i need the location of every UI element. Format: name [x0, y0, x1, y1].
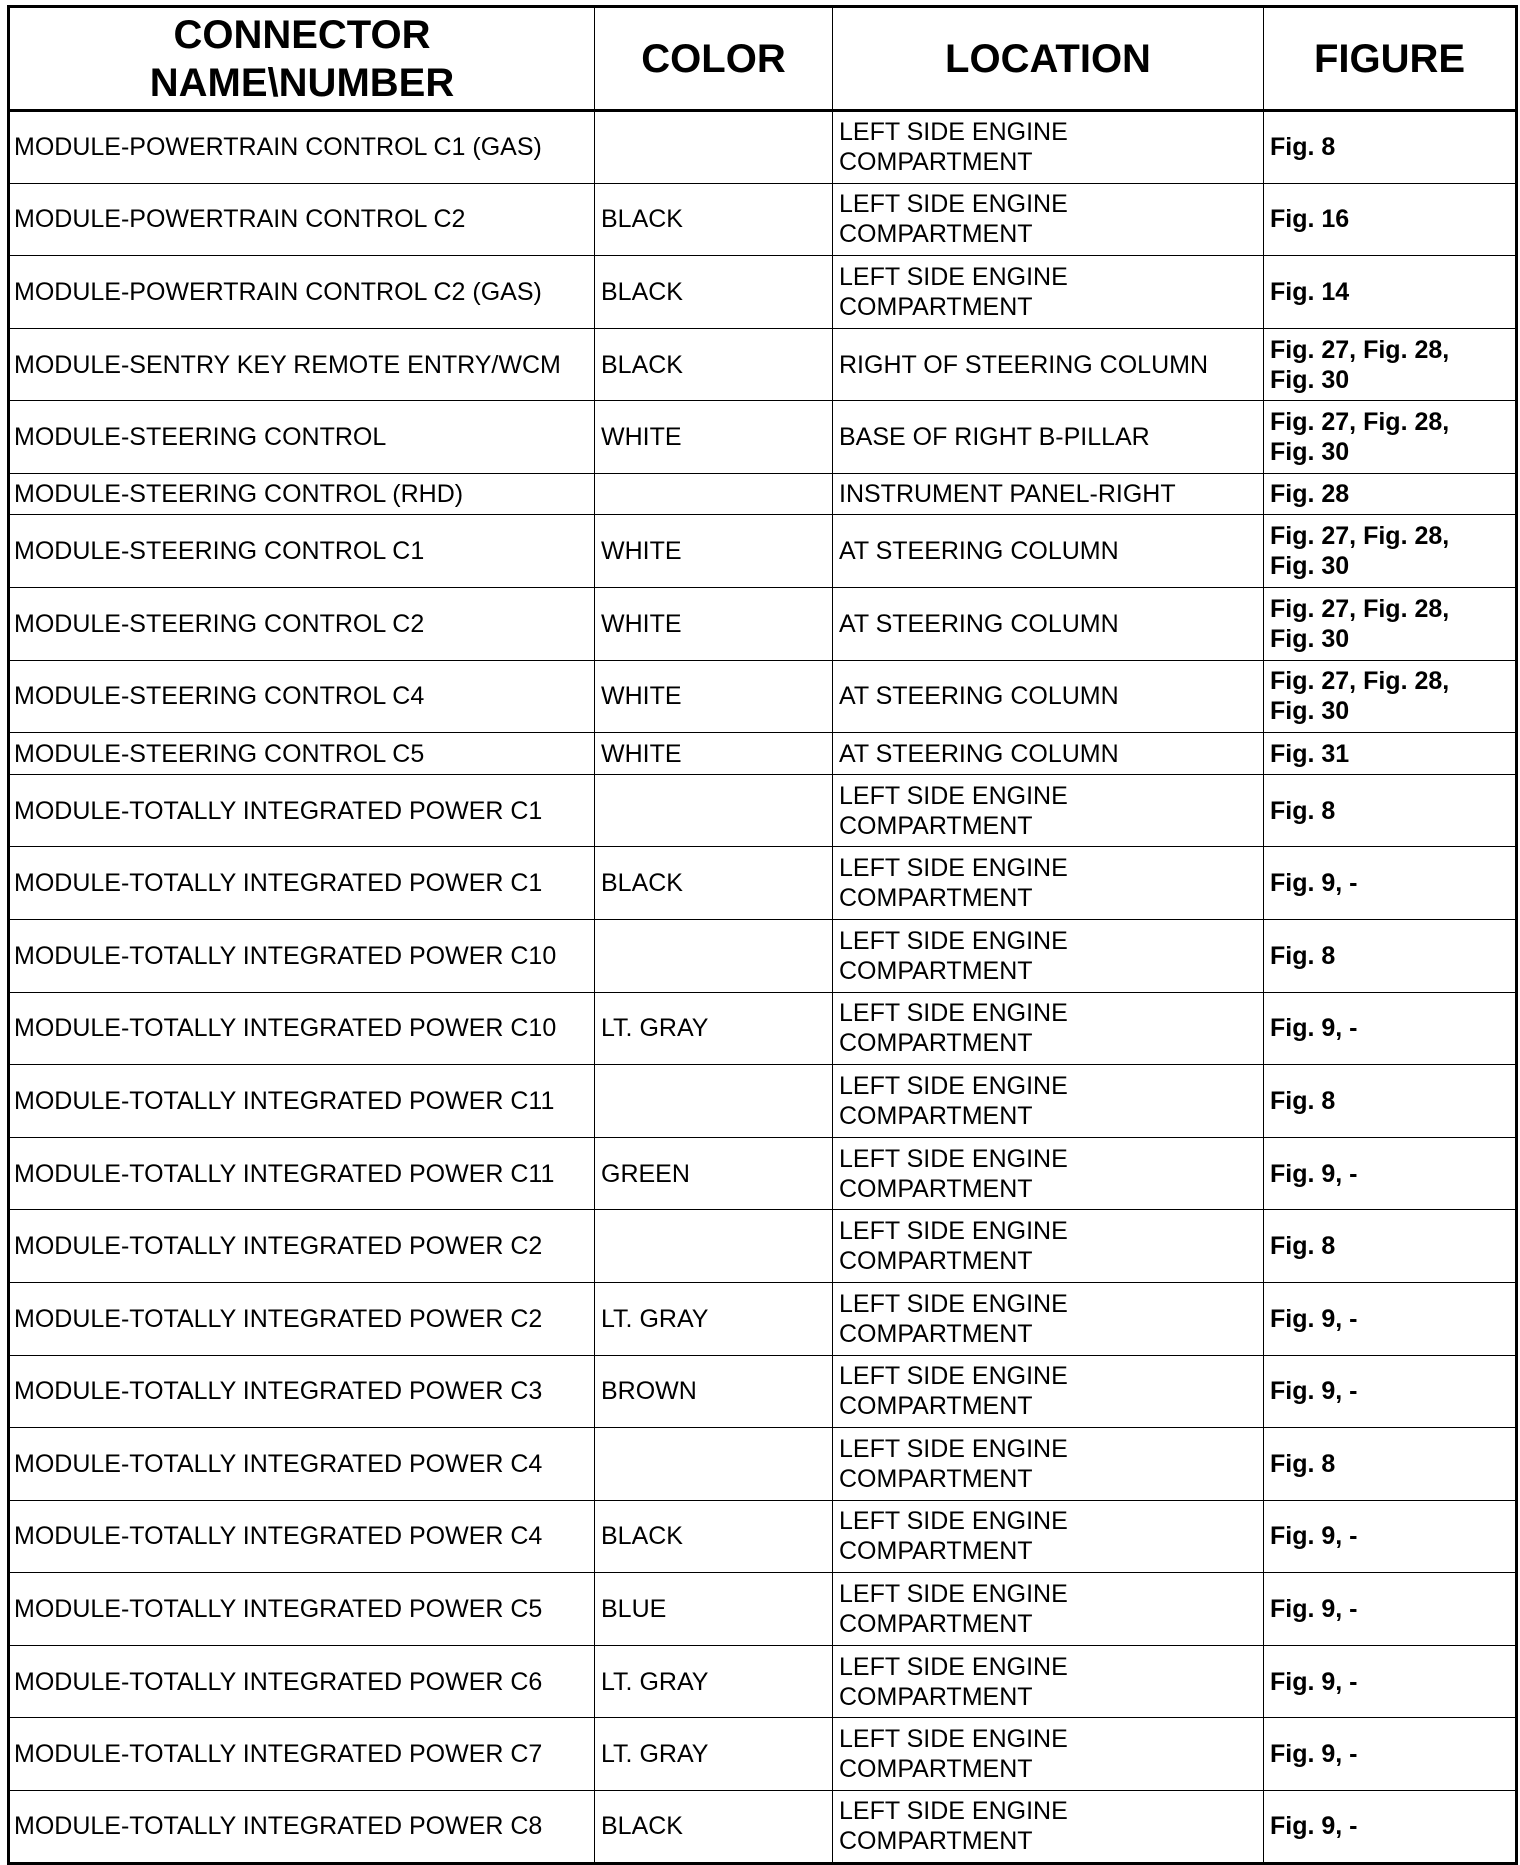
location-cell [833, 733, 1264, 775]
location-line: RIGHT OF STEERING COLUMN [839, 350, 1209, 379]
location-line: LEFT SIDE ENGINE [839, 1434, 1068, 1463]
location-cell [833, 1428, 1264, 1501]
table-row [9, 515, 1517, 588]
connector-name-cell: MODULE-TOTALLY INTEGRATED POWER C11 [9, 1065, 595, 1138]
color-cell [595, 1065, 833, 1138]
location-line: AT STEERING COLUMN [839, 609, 1119, 638]
figure-cell [1264, 660, 1517, 733]
figure-line: Fig. 9, - [1270, 1812, 1358, 1841]
location-line: AT STEERING COLUMN [839, 682, 1119, 711]
table-row [9, 1573, 1517, 1646]
table-row [9, 733, 1517, 775]
location-line: AT STEERING COLUMN [839, 537, 1119, 566]
location-line: LEFT SIDE ENGINE [839, 190, 1068, 219]
color-cell: LT. GRAY [595, 1718, 833, 1791]
color-cell [595, 774, 833, 847]
color-cell: LT. GRAY [595, 992, 833, 1065]
figure-line: Fig. 30 [1270, 438, 1350, 467]
connector-name-cell: MODULE-POWERTRAIN CONTROL C1 (GAS) [9, 111, 595, 184]
location-cell [833, 1791, 1264, 1864]
figure-line: Fig. 30 [1270, 624, 1350, 653]
figure-line: Fig. 8 [1270, 1086, 1336, 1115]
figure-line: Fig. 9, - [1270, 1667, 1358, 1696]
location-line: COMPARTMENT [839, 1610, 1033, 1639]
location-line: BASE OF RIGHT B-PILLAR [839, 423, 1150, 452]
figure-line: Fig. 8 [1270, 796, 1336, 825]
location-line: LEFT SIDE ENGINE [839, 262, 1068, 291]
color-cell [595, 1210, 833, 1283]
connector-name-cell: MODULE-STEERING CONTROL C5 [9, 733, 595, 775]
figure-cell [1264, 1500, 1517, 1573]
color-cell: BLACK [595, 183, 833, 256]
figure-cell [1264, 515, 1517, 588]
location-line: COMPARTMENT [839, 148, 1033, 177]
figure-line: Fig. 8 [1270, 133, 1336, 162]
figure-line: Fig. 9, - [1270, 1740, 1358, 1769]
location-cell [833, 1500, 1264, 1573]
table-row [9, 1282, 1517, 1355]
location-line: COMPARTMENT [839, 1755, 1033, 1784]
location-cell [833, 992, 1264, 1065]
location-cell [833, 401, 1264, 474]
color-cell: BLACK [595, 847, 833, 920]
table-row [9, 1137, 1517, 1210]
figure-line: Fig. 8 [1270, 1232, 1336, 1261]
figure-line: Fig. 27, Fig. 28, [1270, 408, 1450, 437]
table-row [9, 1791, 1517, 1864]
figure-line: Fig. 16 [1270, 205, 1350, 234]
figure-line: Fig. 30 [1270, 697, 1350, 726]
figure-line: Fig. 9, - [1270, 1377, 1358, 1406]
table-row [9, 847, 1517, 920]
table-row [9, 1500, 1517, 1573]
table-row [9, 1355, 1517, 1428]
location-line: LEFT SIDE ENGINE [839, 118, 1068, 147]
location-line: LEFT SIDE ENGINE [839, 1289, 1068, 1318]
location-line: COMPARTMENT [839, 1682, 1033, 1711]
location-cell [833, 588, 1264, 661]
figure-cell [1264, 401, 1517, 474]
figure-line: Fig. 9, - [1270, 1304, 1358, 1333]
location-cell [833, 774, 1264, 847]
location-cell [833, 660, 1264, 733]
location-cell [833, 473, 1264, 515]
location-line: COMPARTMENT [839, 1319, 1033, 1348]
location-cell [833, 847, 1264, 920]
color-cell: WHITE [595, 733, 833, 775]
color-cell [595, 1428, 833, 1501]
connector-name-cell: MODULE-TOTALLY INTEGRATED POWER C4 [9, 1428, 595, 1501]
color-cell: BLACK [595, 256, 833, 329]
color-cell [595, 111, 833, 184]
color-cell: WHITE [595, 660, 833, 733]
figure-cell [1264, 1428, 1517, 1501]
table-row [9, 1428, 1517, 1501]
figure-cell [1264, 774, 1517, 847]
header-name-line1: CONNECTOR [173, 12, 431, 57]
color-cell: WHITE [595, 588, 833, 661]
table-row [9, 774, 1517, 847]
color-cell: LT. GRAY [595, 1645, 833, 1718]
location-cell [833, 1718, 1264, 1791]
color-cell: WHITE [595, 515, 833, 588]
table-row [9, 1718, 1517, 1791]
location-line: AT STEERING COLUMN [839, 739, 1119, 768]
table-row [9, 256, 1517, 329]
figure-cell [1264, 328, 1517, 401]
table-row [9, 183, 1517, 256]
color-cell: BLUE [595, 1573, 833, 1646]
location-line: COMPARTMENT [839, 1174, 1033, 1203]
figure-line: Fig. 27, Fig. 28, [1270, 335, 1450, 364]
table-row [9, 992, 1517, 1065]
table-row [9, 660, 1517, 733]
location-cell [833, 1355, 1264, 1428]
color-cell [595, 919, 833, 992]
connector-table [7, 5, 1518, 1865]
figure-line: Fig. 9, - [1270, 1159, 1358, 1188]
location-line: LEFT SIDE ENGINE [839, 781, 1068, 810]
color-cell: WHITE [595, 401, 833, 474]
figure-cell [1264, 1137, 1517, 1210]
table-body [9, 111, 1517, 1864]
figure-line: Fig. 14 [1270, 277, 1350, 306]
location-line: LEFT SIDE ENGINE [839, 999, 1068, 1028]
color-cell [595, 473, 833, 515]
color-cell: BROWN [595, 1355, 833, 1428]
table-row [9, 1645, 1517, 1718]
connector-name-cell: MODULE-STEERING CONTROL C2 [9, 588, 595, 661]
location-line: LEFT SIDE ENGINE [839, 1652, 1068, 1681]
connector-name-cell: MODULE-POWERTRAIN CONTROL C2 (GAS) [9, 256, 595, 329]
figure-cell [1264, 1645, 1517, 1718]
figure-cell [1264, 847, 1517, 920]
location-cell [833, 111, 1264, 184]
connector-name-cell: MODULE-POWERTRAIN CONTROL C2 [9, 183, 595, 256]
table-row [9, 588, 1517, 661]
figure-cell [1264, 733, 1517, 775]
connector-name-cell: MODULE-STEERING CONTROL (RHD) [9, 473, 595, 515]
location-cell [833, 256, 1264, 329]
connector-name-cell: MODULE-TOTALLY INTEGRATED POWER C3 [9, 1355, 595, 1428]
figure-line: Fig. 27, Fig. 28, [1270, 594, 1450, 623]
figure-cell [1264, 1355, 1517, 1428]
location-cell [833, 328, 1264, 401]
connector-name-cell: MODULE-TOTALLY INTEGRATED POWER C5 [9, 1573, 595, 1646]
connector-name-cell: MODULE-TOTALLY INTEGRATED POWER C2 [9, 1210, 595, 1283]
figure-cell [1264, 111, 1517, 184]
figure-cell [1264, 1573, 1517, 1646]
figure-cell [1264, 1791, 1517, 1864]
location-line: LEFT SIDE ENGINE [839, 1071, 1068, 1100]
figure-line: Fig. 9, - [1270, 1595, 1358, 1624]
figure-line: Fig. 9, - [1270, 1522, 1358, 1551]
color-cell: BLACK [595, 1791, 833, 1864]
figure-cell [1264, 1718, 1517, 1791]
location-cell [833, 183, 1264, 256]
connector-name-cell: MODULE-STEERING CONTROL C4 [9, 660, 595, 733]
table-header-row [9, 7, 1517, 111]
location-line: COMPARTMENT [839, 1392, 1033, 1421]
table-row [9, 1065, 1517, 1138]
connector-name-cell: MODULE-TOTALLY INTEGRATED POWER C7 [9, 1718, 595, 1791]
connector-name-cell: MODULE-TOTALLY INTEGRATED POWER C4 [9, 1500, 595, 1573]
figure-line: Fig. 8 [1270, 1449, 1336, 1478]
location-line: COMPARTMENT [839, 1247, 1033, 1276]
location-line: LEFT SIDE ENGINE [839, 1507, 1068, 1536]
figure-line: Fig. 8 [1270, 941, 1336, 970]
location-line: COMPARTMENT [839, 1101, 1033, 1130]
color-cell: BLACK [595, 328, 833, 401]
connector-name-cell: MODULE-STEERING CONTROL [9, 401, 595, 474]
color-cell: GREEN [595, 1137, 833, 1210]
location-cell [833, 919, 1264, 992]
location-line: COMPARTMENT [839, 292, 1033, 321]
table-row [9, 919, 1517, 992]
figure-line: Fig. 27, Fig. 28, [1270, 667, 1450, 696]
connector-name-cell: MODULE-TOTALLY INTEGRATED POWER C10 [9, 919, 595, 992]
location-cell [833, 1282, 1264, 1355]
table-row [9, 473, 1517, 515]
header-figure: FIGURE [1264, 7, 1517, 111]
location-cell [833, 1137, 1264, 1210]
color-cell: BLACK [595, 1500, 833, 1573]
header-color: COLOR [595, 7, 833, 111]
location-line: COMPARTMENT [839, 1537, 1033, 1566]
connector-name-cell: MODULE-SENTRY KEY REMOTE ENTRY/WCM [9, 328, 595, 401]
figure-line: Fig. 9, - [1270, 869, 1358, 898]
location-line: INSTRUMENT PANEL-RIGHT [839, 480, 1176, 509]
location-line: COMPARTMENT [839, 956, 1033, 985]
figure-cell [1264, 1282, 1517, 1355]
figure-cell [1264, 473, 1517, 515]
figure-cell [1264, 1210, 1517, 1283]
location-line: LEFT SIDE ENGINE [839, 1144, 1068, 1173]
color-cell: LT. GRAY [595, 1282, 833, 1355]
table-row [9, 401, 1517, 474]
connector-name-cell: MODULE-TOTALLY INTEGRATED POWER C11 [9, 1137, 595, 1210]
connector-name-cell: MODULE-TOTALLY INTEGRATED POWER C1 [9, 847, 595, 920]
location-line: LEFT SIDE ENGINE [839, 926, 1068, 955]
location-line: COMPARTMENT [839, 884, 1033, 913]
figure-line: Fig. 9, - [1270, 1014, 1358, 1043]
location-line: LEFT SIDE ENGINE [839, 1797, 1068, 1826]
location-cell [833, 1065, 1264, 1138]
connector-name-cell: MODULE-TOTALLY INTEGRATED POWER C1 [9, 774, 595, 847]
location-line: LEFT SIDE ENGINE [839, 854, 1068, 883]
connector-name-cell: MODULE-STEERING CONTROL C1 [9, 515, 595, 588]
header-location: LOCATION [833, 7, 1264, 111]
figure-line: Fig. 31 [1270, 739, 1350, 768]
table-row [9, 328, 1517, 401]
location-line: COMPARTMENT [839, 220, 1033, 249]
connector-name-cell: MODULE-TOTALLY INTEGRATED POWER C6 [9, 1645, 595, 1718]
header-connector-name [9, 7, 595, 111]
connector-name-cell: MODULE-TOTALLY INTEGRATED POWER C8 [9, 1791, 595, 1864]
figure-line: Fig. 30 [1270, 365, 1350, 394]
figure-cell [1264, 183, 1517, 256]
table-row [9, 111, 1517, 184]
connector-name-cell: MODULE-TOTALLY INTEGRATED POWER C2 [9, 1282, 595, 1355]
location-line: LEFT SIDE ENGINE [839, 1725, 1068, 1754]
location-cell [833, 515, 1264, 588]
location-line: COMPARTMENT [839, 1464, 1033, 1493]
figure-line: Fig. 27, Fig. 28, [1270, 522, 1450, 551]
figure-cell [1264, 992, 1517, 1065]
location-line: LEFT SIDE ENGINE [839, 1580, 1068, 1609]
location-line: LEFT SIDE ENGINE [839, 1362, 1068, 1391]
figure-cell [1264, 256, 1517, 329]
figure-cell [1264, 919, 1517, 992]
figure-line: Fig. 28 [1270, 480, 1350, 509]
location-line: LEFT SIDE ENGINE [839, 1217, 1068, 1246]
location-cell [833, 1573, 1264, 1646]
location-line: COMPARTMENT [839, 1827, 1033, 1856]
figure-line: Fig. 30 [1270, 552, 1350, 581]
location-cell [833, 1645, 1264, 1718]
header-name-line2: NAME\NUMBER [149, 60, 455, 105]
location-line: COMPARTMENT [839, 811, 1033, 840]
connector-name-cell: MODULE-TOTALLY INTEGRATED POWER C10 [9, 992, 595, 1065]
location-line: COMPARTMENT [839, 1029, 1033, 1058]
location-cell [833, 1210, 1264, 1283]
figure-cell [1264, 1065, 1517, 1138]
table-row [9, 1210, 1517, 1283]
figure-cell [1264, 588, 1517, 661]
